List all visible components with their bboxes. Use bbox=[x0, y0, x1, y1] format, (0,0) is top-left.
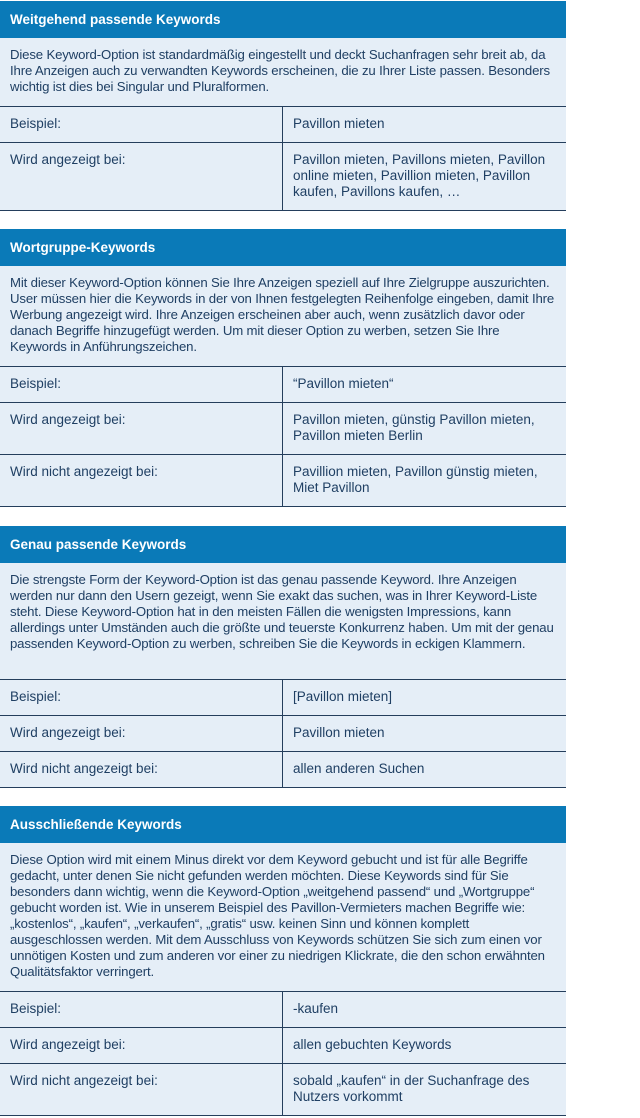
table-row bbox=[0, 403, 566, 455]
section-description: Diese Option wird mit einem Minus direkt vor dem Keyword gebucht und ist für alle Begriffe gedacht, unter denen Sie nicht gefunden werden möchten. Diese Keywords sind für Sie besonders dann wichtig, wenn die Keyword-Option „weitgehend passend“ und „Wortgruppe“ gebucht worden ist. Wie in unserem Beispiel des Pavillon-Vermieters machen Begriffe wie: „kostenlos“, „kaufen“, „verkaufen“, „gratis“ usw. keinen Sinn und können komplett ausgeschlossen werden. Mit dem Ausschluss von Keywords schützen Sie sich zum einen vor unnötigen Kosten und zum anderen vor einer zu niedrigen Klickrate, die den schon erwähnten Qualitätsfaktor verringert. bbox=[0, 843, 566, 992]
section-phrase-match bbox=[0, 229, 566, 507]
section-exact-match bbox=[0, 526, 566, 788]
section-title: Weitgehend passende Keywords bbox=[0, 1, 566, 38]
section-negative-keywords bbox=[0, 806, 566, 1116]
row-value: allen anderen Suchen bbox=[293, 761, 425, 776]
section-title: Genau passende Keywords bbox=[0, 526, 566, 563]
table-row bbox=[0, 716, 566, 752]
row-label: Wird nicht angezeigt bei: bbox=[0, 455, 283, 506]
row-label: Wird angezeigt bei: bbox=[0, 143, 283, 210]
section-broad-match bbox=[0, 1, 566, 211]
row-label: Wird angezeigt bei: bbox=[0, 403, 283, 454]
table-row bbox=[0, 992, 566, 1028]
row-label: Wird angezeigt bei: bbox=[0, 716, 283, 751]
row-value: Pavillon mieten bbox=[293, 725, 385, 740]
section-title: Wortgruppe-Keywords bbox=[0, 229, 566, 266]
row-value: Pavillion mieten, Pavillon günstig mieten, Miet Pavillon bbox=[293, 464, 538, 495]
table-row bbox=[0, 455, 566, 507]
row-value: [Pavillon mieten] bbox=[293, 689, 393, 704]
row-label: Beispiel: bbox=[0, 107, 283, 142]
section-description: Die strengste Form der Keyword-Option ist das genau passende Keyword. Ihre Anzeigen werden nur dann den Usern gezeigt, wenn Sie exakt das suchen, was in Ihrer Keyword-Liste steht. Diese Keyword-Option hat in den meisten Fällen die wenigsten Impressions, kann allerdings unter Umständen auch die größte und teuerste Konkurrenz haben. Um mit der genau passenden Keyword-Option zu werben, schreiben Sie die Keywords in eckigen Klammern. bbox=[0, 563, 566, 680]
row-label: Wird nicht angezeigt bei: bbox=[0, 1064, 283, 1115]
row-value: allen gebuchten Keywords bbox=[293, 1037, 452, 1052]
row-label: Beispiel: bbox=[0, 680, 283, 715]
table-row bbox=[0, 107, 566, 143]
row-value: Pavillon mieten bbox=[293, 116, 385, 131]
section-title: Ausschließende Keywords bbox=[0, 806, 566, 843]
row-label: Beispiel: bbox=[0, 367, 283, 402]
table-row bbox=[0, 367, 566, 403]
row-value: “Pavillon mieten“ bbox=[293, 376, 394, 391]
row-label: Wird angezeigt bei: bbox=[0, 1028, 283, 1063]
table-row bbox=[0, 1028, 566, 1064]
row-label: Wird nicht angezeigt bei: bbox=[0, 752, 283, 787]
row-value: sobald „kaufen“ in der Suchanfrage des Nutzers vorkommt bbox=[293, 1073, 530, 1104]
table-row bbox=[0, 143, 566, 211]
row-value: Pavillon mieten, günstig Pavillon mieten, Pavillon mieten Berlin bbox=[293, 412, 535, 443]
row-label: Beispiel: bbox=[0, 992, 283, 1027]
row-value: Pavillon mieten, Pavillons mieten, Pavillon online mieten, Pavillion mieten, Pavillon kaufen, Pavillons kaufen, … bbox=[293, 152, 546, 199]
row-value: -kaufen bbox=[293, 1001, 339, 1016]
section-description: Mit dieser Keyword-Option können Sie Ihre Anzeigen speziell auf Ihre Zielgruppe auszurichten. User müssen hier die Keywords in der von Ihnen festgelegten Reihenfolge eingeben, damit Ihre Werbung angezeigt wird. Ihre Anzeigen erscheinen aber auch, wenn zusätzlich davor oder danach Begriffe hinzugefügt werden. Um mit dieser Option zu werben, setzen Sie Ihre Keywords in Anführungszeichen. bbox=[0, 266, 566, 367]
table-row bbox=[0, 680, 566, 716]
section-description: Diese Keyword-Option ist standardmäßig eingestellt und deckt Suchanfragen sehr breit ab, da Ihre Anzeigen auch zu verwandten Keywords erscheinen, die zu Ihrer Liste passen. Besonders wichtig ist dies bei Singular und Pluralformen. bbox=[0, 38, 566, 107]
table-row bbox=[0, 752, 566, 788]
table-row bbox=[0, 1064, 566, 1116]
